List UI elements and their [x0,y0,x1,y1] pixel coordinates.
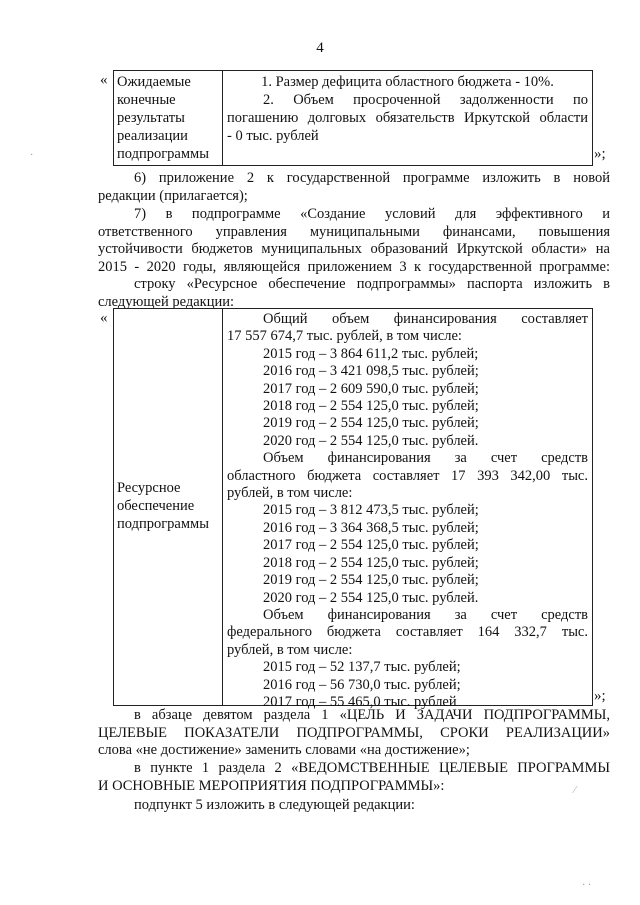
expected-results-value-cell [223,71,592,165]
table1-close-quote: »; [594,146,606,162]
table2-open-quote: « [100,310,108,326]
funding-line: рублей, в том числе: [227,485,353,502]
text-line: строку «Ресурсное обеспечение подпрограммы» паспорта изложить в [134,276,610,292]
funding-line: Объем финансирования за счет средств [263,606,588,623]
text-line: ЦЕЛЕВЫЕ ПОКАЗАТЕЛИ ПОДПРОГРАММЫ, СРОКИ РЕАЛИЗАЦИИ» [98,724,610,741]
page-number: 4 [316,40,324,56]
label-line: результаты [117,110,185,126]
text-line: ответственного управления муниципальными финансами, повышения [98,223,610,240]
paragraph-section1-edit [98,707,610,760]
paragraph-section2-edit [98,760,610,795]
year-line: 2015 год – 52 137,7 тыс. рублей; [263,659,461,676]
funding-line: Объем финансирования за счет средств [263,450,588,467]
year-line: 2017 год – 2 554 125,0 тыс. рублей; [263,537,479,554]
funding-line: федерального бюджета составляет 164 332,7 тыс. [227,624,588,641]
text-line: следующей редакции: [98,293,235,310]
text-line: И ОСНОВНЫЕ МЕРОПРИЯТИЯ ПОДПРОГРАММЫ»: [98,777,445,794]
year-line: 2015 год – 3 812 473,5 тыс. рублей; [263,502,479,519]
expected-results-table [113,70,593,166]
text-line: слова «не достижение» заменить словами «на достижение»; [98,742,470,758]
text-line: устойчивости бюджетов муниципальных образований Иркутской области» на [98,241,610,257]
text-line: в абзаце девятом раздела 1 «ЦЕЛЬ И ЗАДАЧИ ПОДПРОГРАММЫ, [134,707,610,723]
year-line: 2017 год – 2 609 590,0 тыс. рублей; [263,380,479,397]
label-line: подпрограммы [117,516,209,532]
year-line: 2016 год – 3 421 098,5 тыс. рублей; [263,363,479,380]
result-line: 2. Объем просроченной задолженности по [263,92,588,108]
year-line: 2015 год – 3 864 611,2 тыс. рублей; [263,345,479,362]
text-line: в пункте 1 раздела 2 «ВЕДОМСТВЕННЫЕ ЦЕЛЕВЫЕ ПРОГРАММЫ [134,760,610,776]
year-line: 2017 год – 55 465,0 тыс. рублей [263,693,457,710]
text-line: 6) приложение 2 к государственной программе изложить в новой [134,170,610,186]
year-line: 2019 год – 2 554 125,0 тыс. рублей; [263,572,479,589]
label-line: обеспечение [117,498,195,514]
funding-line: рублей, в том числе: [227,641,353,658]
paragraph-subitem-5 [98,797,610,815]
result-line: 1. Размер дефицита областного бюджета - 10%. [261,74,554,90]
year-line: 2020 год – 2 554 125,0 тыс. рублей. [263,589,479,606]
text-line: подпункт 5 изложить в следующей редакции: [134,797,415,813]
year-line: 2019 год – 2 554 125,0 тыс. рублей; [263,415,479,432]
funding-line: 17 557 674,7 тыс. рублей, в том числе: [227,328,462,345]
paragraph-item-6 [98,170,610,205]
year-line: 2016 год – 3 364 368,5 тыс. рублей; [263,519,479,536]
funding-line: Общий объем финансирования составляет [263,311,588,327]
funding-line: областного бюджета составляет 17 393 342,00 тыс. [227,467,588,484]
year-line: 2018 год – 2 554 125,0 тыс. рублей; [263,398,479,415]
year-line: 2018 год – 2 554 125,0 тыс. рублей; [263,554,479,571]
expected-results-label-cell [114,71,223,165]
label-line: Ожидаемые [117,74,191,90]
resource-label-cell [114,309,223,705]
text-line: 2015 - 2020 годы, являющейся приложением 3 к государственной программе: [98,258,610,275]
paragraph-item-7 [98,206,610,276]
resource-value-cell [223,309,592,710]
resource-provision-table [113,308,593,710]
scan-speck: ⁄ [574,785,576,796]
table2-close-quote: »; [594,688,606,704]
scan-speck: · [30,150,34,161]
text-line: 7) в подпрограмме «Создание условий для эффективного и [134,206,610,222]
label-line: реализации [117,128,188,144]
year-line: 2020 год – 2 554 125,0 тыс. рублей. [263,432,479,449]
table1-open-quote: « [100,72,108,88]
label-line: конечные [117,92,176,108]
label-line: Ресурсное [117,480,181,496]
text-line: редакции (прилагается); [98,187,248,204]
year-line: 2016 год – 56 730,0 тыс. рублей; [263,676,461,693]
result-line: погашению долговых обязательств Иркутской области [227,110,588,126]
label-line: подпрограммы [117,146,209,162]
scan-speck: · · [582,880,592,891]
paragraph-resource-row [98,276,610,311]
result-line: - 0 тыс. рублей [227,128,319,144]
